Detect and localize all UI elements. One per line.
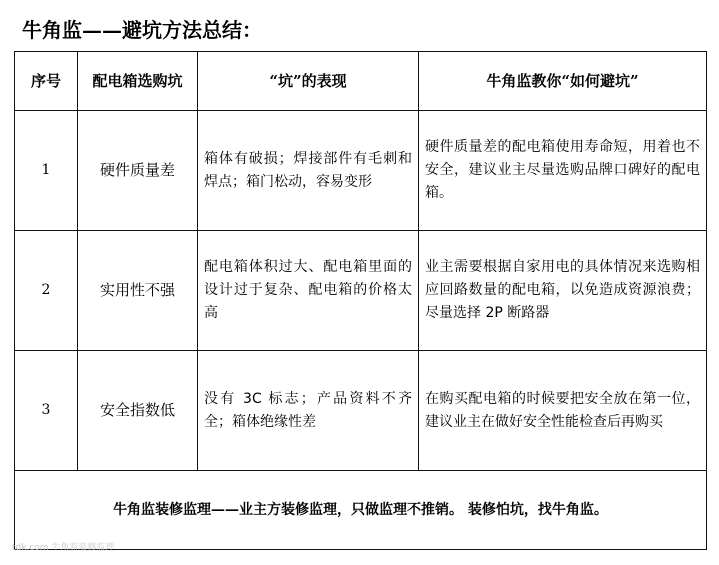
header-index: 序号 xyxy=(15,52,78,111)
table-row xyxy=(15,351,707,471)
row-advice: 业主需要根据自家用电的具体情况来选购相应回路数量的配电箱，以免造成资源浪费；尽量选择 2P 断路器 xyxy=(419,231,707,351)
row-category: 实用性不强 xyxy=(78,231,198,351)
header-category: 配电箱选购坑 xyxy=(78,52,198,111)
row-index: 2 xyxy=(15,231,78,351)
row-symptom: 配电箱体积过大、配电箱里面的设计过于复杂、配电箱的价格太高 xyxy=(198,231,419,351)
footer-slogan: 牛角监装修监理——业主方装修监理，只做监理不推销。 装修怕坑，找牛角监。 xyxy=(15,471,707,550)
row-advice: 在购买配电箱的时候要把安全放在第一位，建议业主在做好安全性能检查后再购买 xyxy=(419,351,707,471)
row-category: 硬件质量差 xyxy=(78,111,198,231)
pitfall-summary-table xyxy=(14,51,707,550)
table-footer-row xyxy=(15,471,707,550)
table-header-row xyxy=(15,52,707,111)
row-symptom: 没有 3C 标志；产品资料不齐全；箱体绝缘性差 xyxy=(198,351,419,471)
row-index: 3 xyxy=(15,351,78,471)
table-row xyxy=(15,231,707,351)
row-advice: 硬件质量差的配电箱使用寿命短，用着也不安全，建议业主尽量选购品牌口碑好的配电箱。 xyxy=(419,111,707,231)
watermark: tdk.com 牛角监装修监理 xyxy=(12,543,115,553)
page-title: 牛角监——避坑方法总结： xyxy=(22,18,262,42)
table-row xyxy=(15,111,707,231)
header-symptom: “坑”的表现 xyxy=(198,52,419,111)
row-symptom: 箱体有破损；焊接部件有毛刺和焊点；箱门松动，容易变形 xyxy=(198,111,419,231)
header-advice: 牛角监教你“如何避坑” xyxy=(419,52,707,111)
row-index: 1 xyxy=(15,111,78,231)
row-category: 安全指数低 xyxy=(78,351,198,471)
